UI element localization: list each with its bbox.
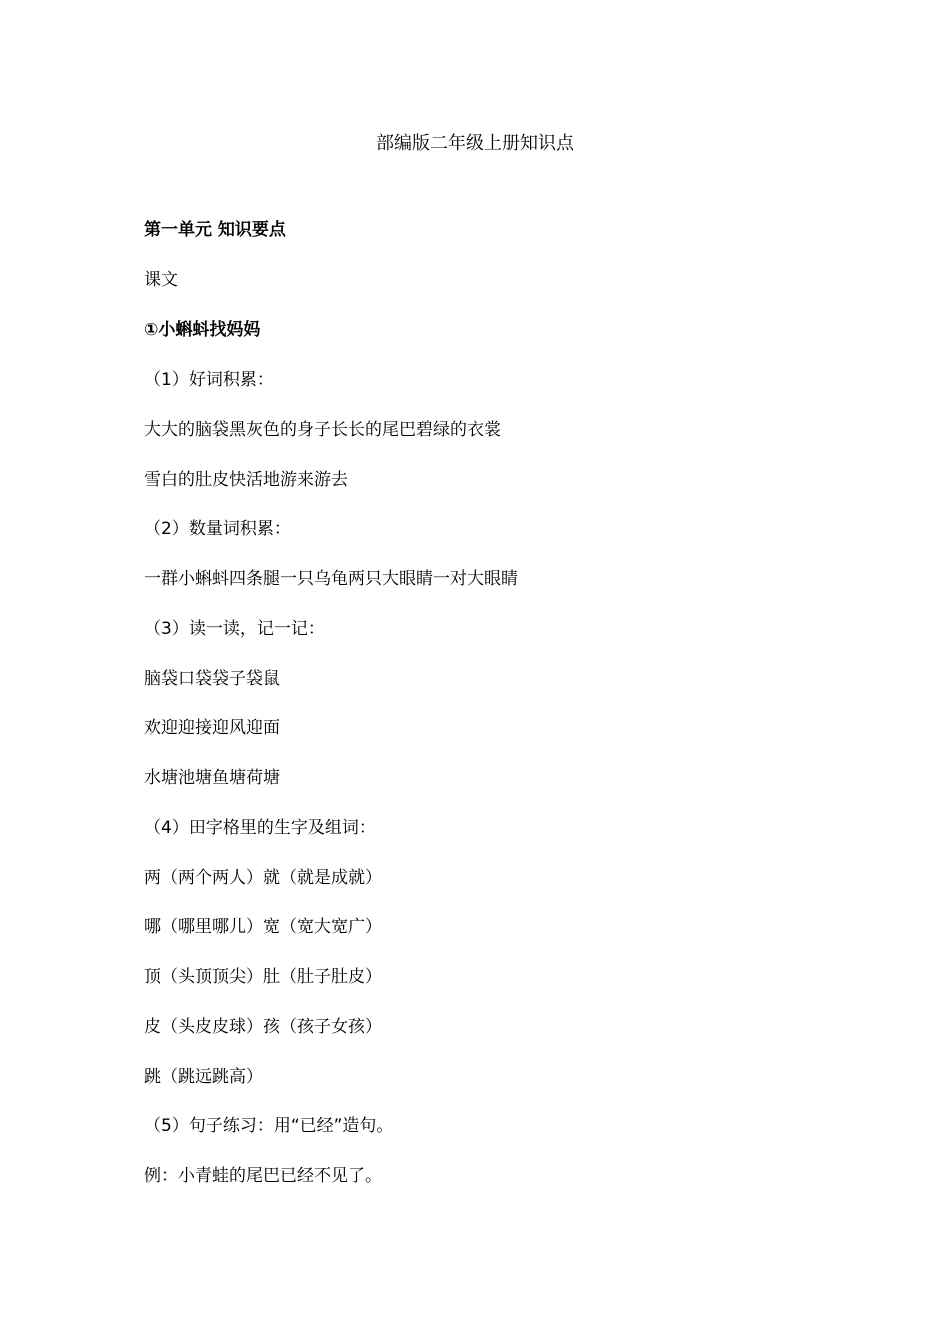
content-line: 欢迎迎接迎风迎面 <box>144 718 280 738</box>
lesson-title: ①小蝌蚪找妈妈 <box>144 320 261 340</box>
content-line: 跳（跳远跳高） <box>144 1067 263 1087</box>
content-line: 皮（头皮皮球）孩（孩子女孩） <box>144 1017 382 1037</box>
section-label: 课文 <box>144 270 178 290</box>
subsection-heading: （4）田字格里的生字及组词： <box>144 818 376 838</box>
document-title: 部编版二年级上册知识点 <box>376 133 574 154</box>
subsection-heading: （3）读一读，记一记： <box>144 619 325 639</box>
content-line: 一群小蝌蚪四条腿一只乌龟两只大眼睛一对大眼睛 <box>144 569 518 589</box>
content-line: 雪白的肚皮快活地游来游去 <box>144 470 348 490</box>
unit-heading: 第一单元 知识要点 <box>144 220 286 240</box>
content-line: 两（两个两人）就（就是成就） <box>144 868 382 888</box>
subsection-heading: （1）好词积累： <box>144 370 274 390</box>
content-line: 哪（哪里哪儿）宽（宽大宽广） <box>144 917 382 937</box>
content-line: 顶（头顶顶尖）肚（肚子肚皮） <box>144 967 382 987</box>
subsection-heading: （5）句子练习：用“已经”造句。 <box>144 1116 394 1136</box>
content-line: 水塘池塘鱼塘荷塘 <box>144 768 280 788</box>
content-line: 大大的脑袋黑灰色的身子长长的尾巴碧绿的衣裳 <box>144 420 501 440</box>
subsection-heading: （2）数量词积累： <box>144 519 291 539</box>
content-line: 脑袋口袋袋子袋鼠 <box>144 669 280 689</box>
content-line: 例：小青蛙的尾巴已经不见了。 <box>144 1166 382 1186</box>
